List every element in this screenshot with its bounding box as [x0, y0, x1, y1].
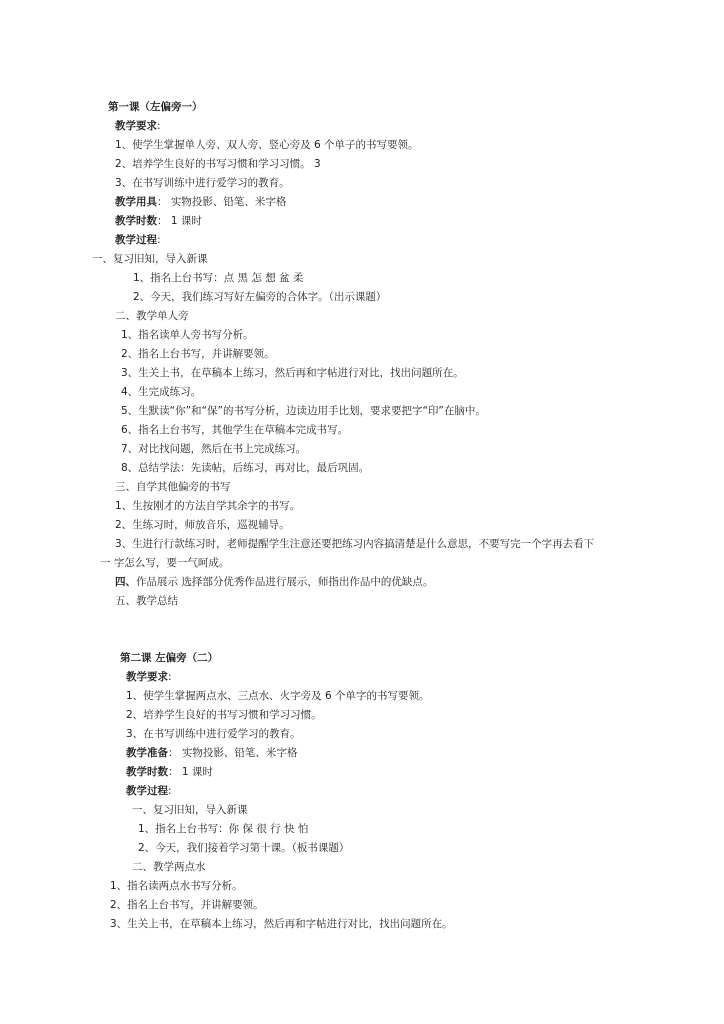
lesson1-s2-item: 7、对比找问题，然后在书上完成练习。: [121, 443, 307, 455]
lesson1-req-item: 1、使学生掌握单人旁、双人旁、竖心旁及 6 个单子的书写要领。: [115, 139, 419, 151]
lesson1-s2-item: 4、生完成练习。: [121, 386, 202, 398]
lesson1-s2-item: 8、总结学法：先读帖，后练习，再对比，最后巩固。: [121, 462, 370, 474]
lesson1-title: 第一课（左偏旁一）: [108, 101, 203, 113]
lesson2-s2-item: 2、指名上台书写，并讲解要领。: [110, 899, 264, 911]
tools-value: ： 实物投影、铅笔、米字格: [157, 196, 287, 208]
lesson1-time-row: [115, 214, 202, 228]
lesson1-s3-item: 1、生按刚才的方法自学其余字的书写。: [115, 500, 301, 512]
lesson1-section2-title: 二、教学单人旁: [115, 310, 189, 322]
lesson1-s3-item-continued: 一 字怎么写，要一气呵成。: [100, 557, 230, 569]
process-label: 教学过程: [115, 234, 157, 246]
process-colon: :: [168, 785, 172, 797]
time-label: 教学时数: [126, 766, 168, 778]
lesson1-process-heading: [115, 233, 161, 247]
lesson2-section2-title: 二、教学两点水: [132, 861, 206, 873]
lesson1-s2-item: 2、指名上台书写，并讲解要领。: [121, 348, 275, 360]
lesson2-section1-title: 一、复习旧知，导入新课: [132, 804, 248, 816]
lesson2-s2-item: 1、指名读两点水书写分析。: [110, 880, 243, 892]
lesson1-requirements-heading: [115, 119, 161, 133]
tools-label: 教学用具: [115, 196, 157, 208]
lesson2-s1-item: 1、指名上台书写：你 保 很 行 快 怕: [138, 823, 309, 835]
lesson2-s2-item: 3、生关上书，在草稿本上练习，然后再和字帖进行对比，找出问题所在。: [110, 918, 453, 930]
lesson2-requirements-heading: [126, 670, 172, 684]
section4-number: 四、: [115, 576, 136, 588]
lesson1-s2-item: 6、指名上台书写，其他学生在草稿本完成书写。: [121, 424, 349, 436]
process-colon: :: [157, 234, 161, 246]
lesson1-section4-row: [115, 575, 433, 589]
lesson1-s3-item: 2、生练习时，师放音乐，巡视辅导。: [115, 519, 290, 531]
lesson2-process-heading: [126, 784, 172, 798]
lesson2-prep-row: [126, 746, 297, 760]
lesson1-s3-item: 3、生进行行款练习时，老师提醒学生注意还要把练习内容搞清楚是什么意思，不要写完一个字再去看下: [115, 538, 595, 550]
lesson2-s1-item: 2、今天，我们接着学习第十课。（板书课题）: [138, 842, 350, 854]
requirements-label: 教学要求: [126, 671, 168, 683]
section4-text: 作品展示 选择部分优秀作品进行展示，师指出作品中的优缺点。: [136, 576, 434, 588]
requirements-label: 教学要求: [115, 120, 157, 132]
lesson1-section5-title: 五、教学总结: [115, 595, 178, 607]
lesson1-s2-item: 1、指名读单人旁书写分析。: [121, 329, 254, 341]
lesson1-req-item: 2、培养学生良好的书写习惯和学习习惯。 3: [115, 158, 321, 170]
requirements-colon: :: [168, 671, 172, 683]
time-value: ： 1 课时: [168, 766, 213, 778]
requirements-colon: :: [157, 120, 161, 132]
lesson1-section1-title: 一、复习旧知，导入新课: [92, 253, 208, 265]
time-value: ： 1 课时: [157, 215, 202, 227]
prep-value: ： 实物投影、铅笔、米字格: [168, 747, 298, 759]
lesson2-time-row: [126, 765, 213, 779]
lesson1-tools-row: [115, 195, 286, 209]
prep-label: 教学准备: [126, 747, 168, 759]
lesson2-title: 第二课 左偏旁（二）: [120, 652, 219, 664]
lesson2-req-item: 1、使学生掌握两点水、三点水、火字旁及 6 个单字的书写要领。: [126, 690, 430, 702]
lesson1-s2-item: 3、生关上书，在草稿本上练习，然后再和字帖进行对比，找出问题所在。: [121, 367, 464, 379]
time-label: 教学时数: [115, 215, 157, 227]
lesson1-s2-item: 5、生默读“你”和“保”的书写分析，边读边用手比划，要求要把字“印”在脑中。: [121, 405, 486, 417]
lesson2-req-item: 2、培养学生良好的书写习惯和学习习惯。: [126, 709, 322, 721]
process-label: 教学过程: [126, 785, 168, 797]
lesson1-req-item: 3、在书写训练中进行爱学习的教育。: [115, 177, 290, 189]
lesson1-s1-item: 2、今天，我们练习写好左偏旁的合体字。（出示课题）: [133, 291, 387, 303]
lesson1-section3-title: 三、自学其他偏旁的书写: [115, 481, 231, 493]
lesson2-req-item: 3、在书写训练中进行爱学习的教育。: [126, 728, 301, 740]
lesson1-s1-item: 1、指名上台书写：点 黑 怎 想 盆 柔: [133, 272, 304, 284]
